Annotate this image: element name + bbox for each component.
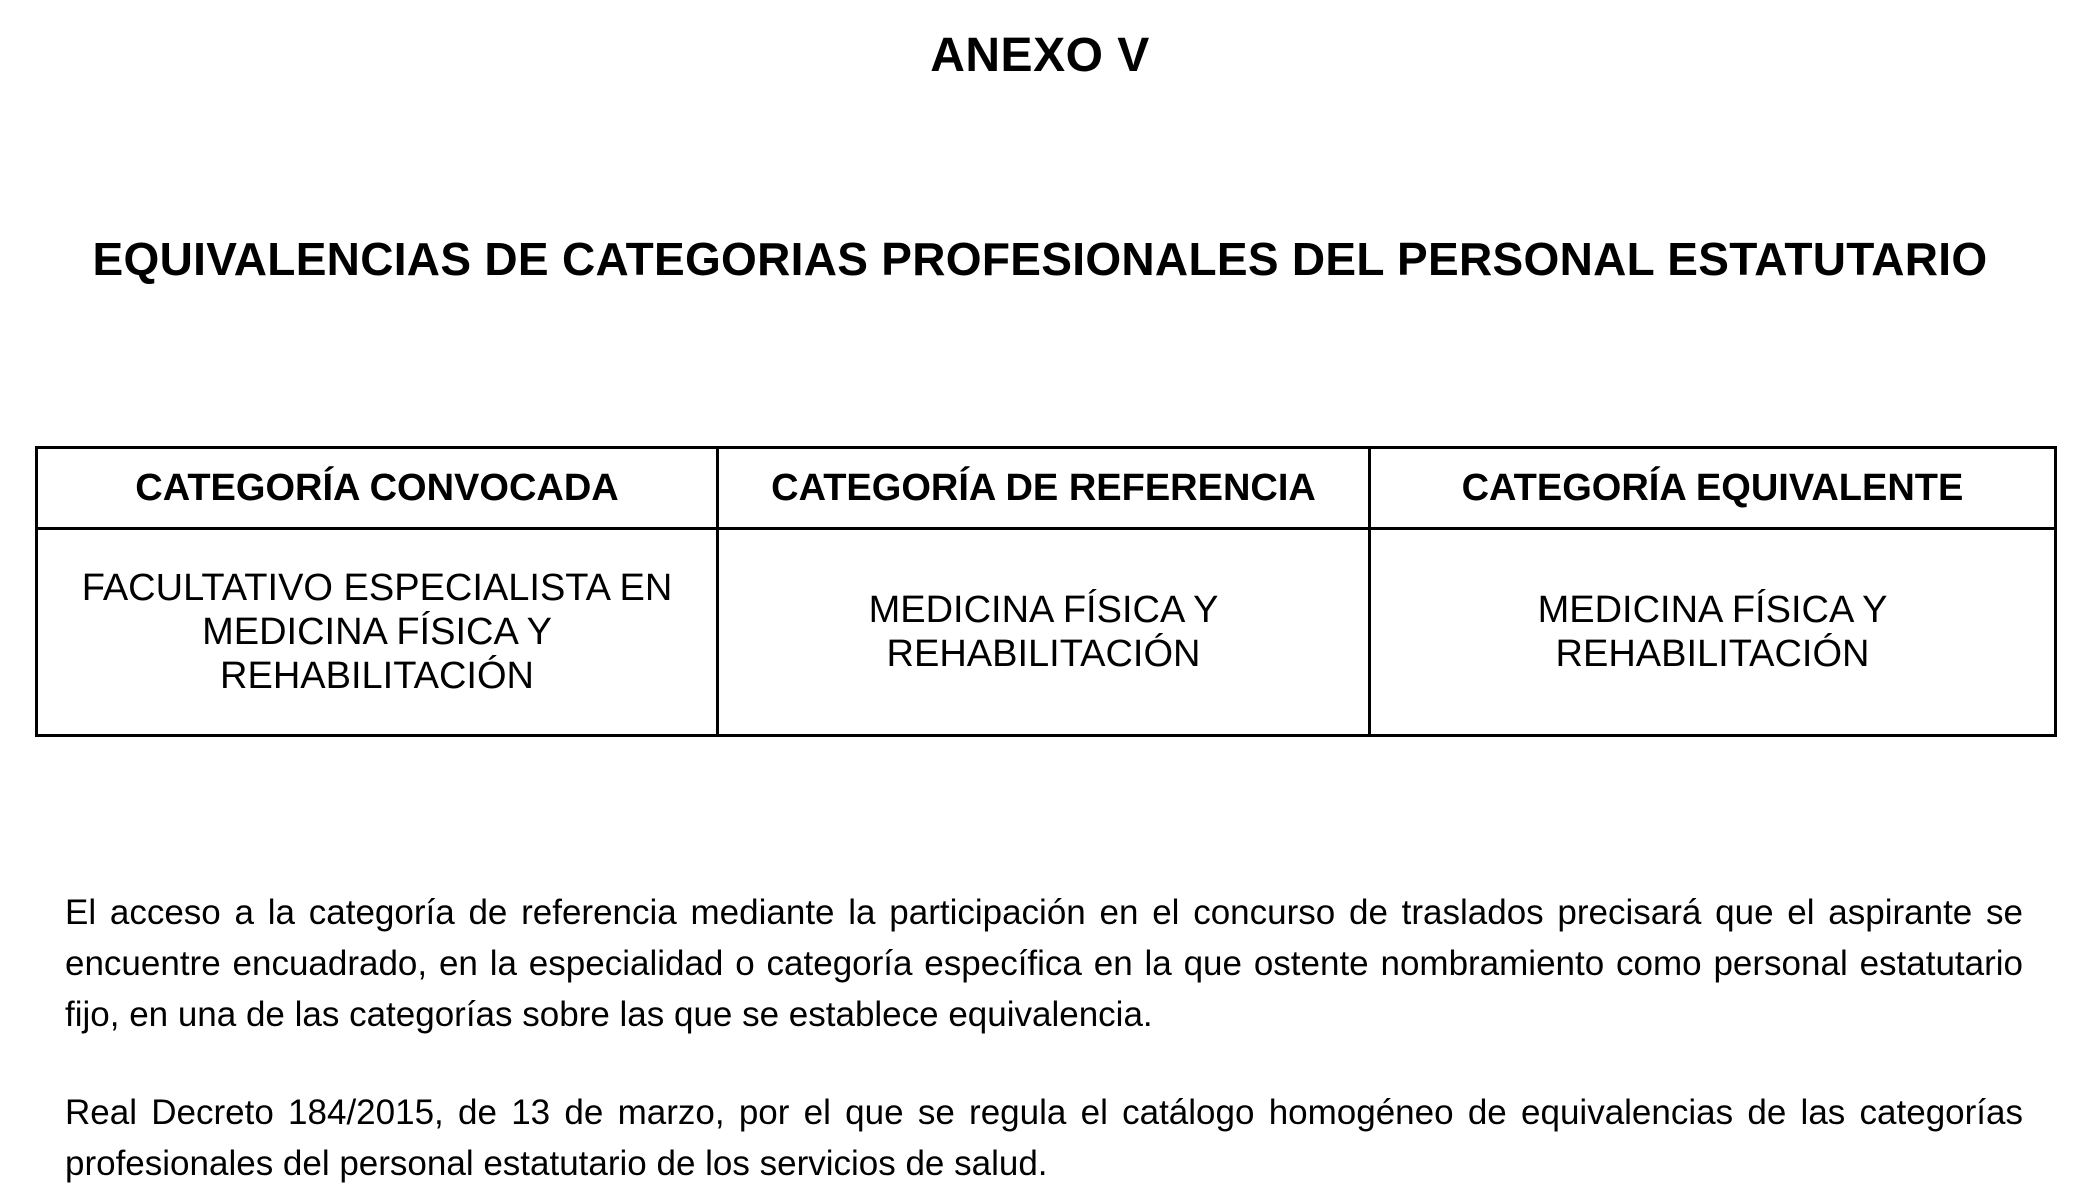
header-categoria-convocada: CATEGORÍA CONVOCADA <box>37 448 718 529</box>
cell-line: MEDICINA FÍSICA Y <box>1537 589 1888 631</box>
cell-line: REHABILITACIÓN <box>1555 633 1870 675</box>
table-row <box>37 529 2056 736</box>
document-title: EQUIVALENCIAS DE CATEGORIAS PROFESIONALES DEL PERSONAL ESTATUTARIO <box>92 233 1988 285</box>
cell-line: REHABILITACIÓN <box>220 655 534 697</box>
cell-categoria-equivalente <box>1370 529 2056 736</box>
cell-categoria-convocada <box>37 529 718 736</box>
cell-line: MEDICINA FÍSICA Y <box>202 611 552 653</box>
header-categoria-referencia: CATEGORÍA DE REFERENCIA <box>718 448 1370 529</box>
header-categoria-equivalente: CATEGORÍA EQUIVALENTE <box>1370 448 2056 529</box>
cell-line: REHABILITACIÓN <box>886 633 1201 675</box>
table-header-row <box>37 448 2056 529</box>
cell-line: MEDICINA FÍSICA Y <box>868 589 1219 631</box>
access-paragraph: El acceso a la categoría de referencia mediante la participación en el concurso de traslados precisará que el aspirante se encuentre encuadrado, en la especialidad o categoría específica en la que ostente nombramiento como personal estatutario fijo, en una de las categorías sobre las que se establece equivalencia. <box>65 893 2023 1034</box>
annex-title: ANEXO V <box>930 29 1150 82</box>
cell-categoria-referencia <box>718 529 1370 736</box>
decree-paragraph: Real Decreto 184/2015, de 13 de marzo, por el que se regula el catálogo homogéneo de equivalencias de las categorías profesionales del personal estatutario de los servicios de salud. <box>65 1093 2023 1183</box>
equivalence-table <box>35 446 2057 737</box>
cell-line: FACULTATIVO ESPECIALISTA EN <box>81 567 673 609</box>
